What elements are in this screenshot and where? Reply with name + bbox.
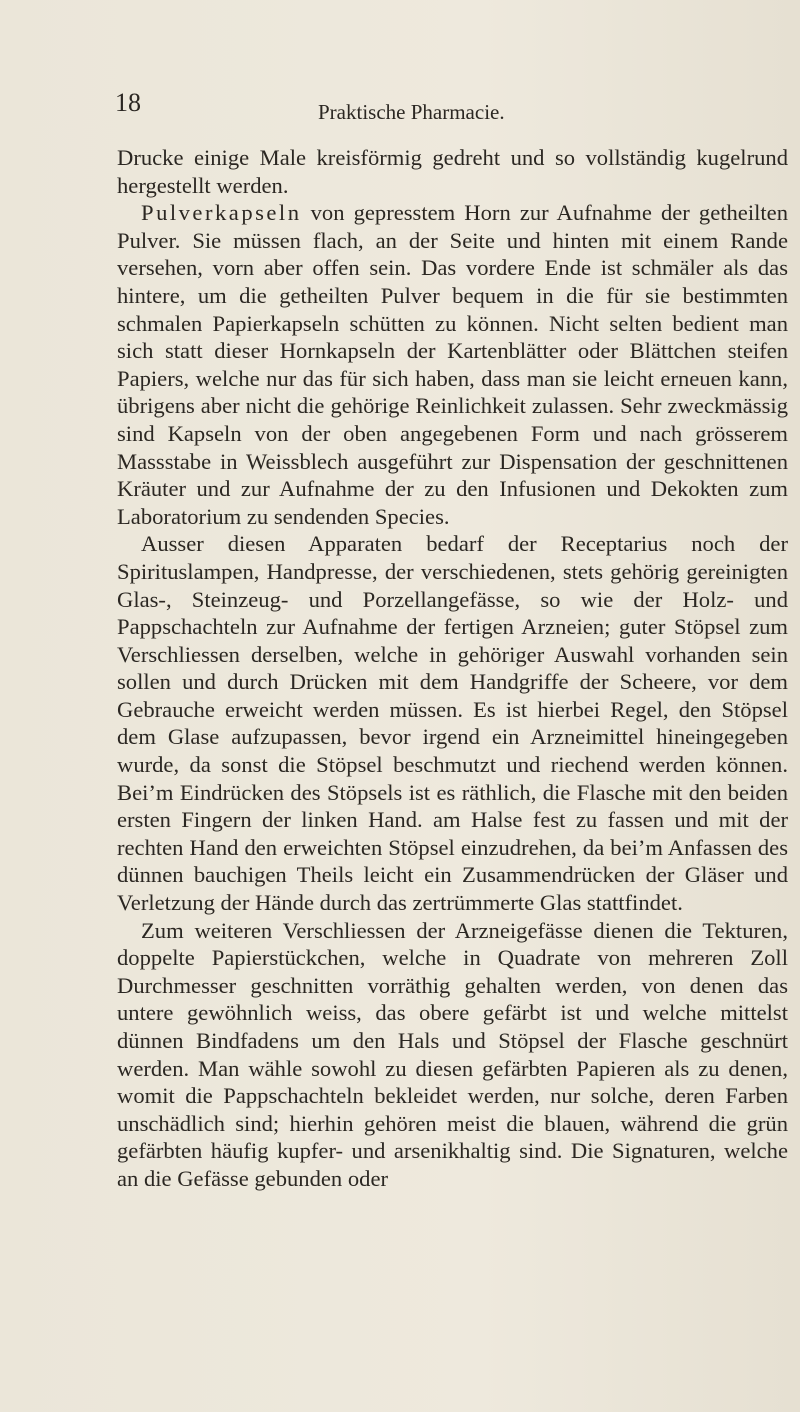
- page-number: 18: [115, 88, 141, 117]
- paragraph-4: [117, 917, 788, 1193]
- paragraph-2-lead: Pulverkapseln: [141, 200, 302, 226]
- paragraph-3-text: Ausser diesen Apparaten bedarf der Receptarius noch der Spirituslampen, Handpresse, der verschiedenen, stets gehörig gereinigten Glas-, Steinzeug- und Porzellangefässe, so wie der Holz- und Pappschachteln zur Aufnahme der fertigen Arzneien; guter Stöpsel zum Verschliessen derselben, welche in gehöriger Auswahl vorhanden sein sollen und durch Drücken mit dem Handgriffe der Scheere, vor dem Gebrauche erweicht werden müssen. Es ist hierbei Regel, den Stöpsel dem Glase aufzupassen, bevor irgend ein Arzneimittel hineingegeben wurde, da sonst die Stöpsel beschmutzt und riechend werden können. Bei’m Eindrücken des Stöpsels ist es räthlich, die Flasche mit den beiden ersten Fingern der linken Hand. am Halse fest zu fassen und mit der rechten Hand den erweichten Stöpsel einzudrehen, da bei’m Anfassen des dünnen bauchigen Theils leicht ein Zusammendrücken der Gläser und Verletzung der Hände durch das zertrümmerte Glas stattfindet.: [117, 531, 788, 916]
- paragraph-1-text: Drucke einige Male kreisförmig gedreht und so vollständig kugelrund hergestellt werden.: [117, 145, 788, 198]
- paragraph-2: [117, 199, 788, 530]
- paragraph-1: [117, 144, 788, 199]
- paragraph-3: [117, 530, 788, 916]
- body-text: [117, 144, 788, 1193]
- paragraph-2-text: von gepresstem Horn zur Aufnahme der getheilten Pulver. Sie müssen flach, an der Seite und hinten mit einem Rande versehen, vorn aber offen sein. Das vordere Ende ist schmäler als das hintere, um die getheilten Pulver bequem in die für sie bestimmten schmalen Papierkapseln schütten zu können. Nicht selten bedient man sich statt dieser Hornkapseln der Kartenblätter oder Blättchen steifen Papiers, welche nur das für sich haben, dass man sie leicht erneuen kann, übrigens aber nicht die gehörige Reinlichkeit zulassen. Sehr zweckmässig sind Kapseln von der oben angegebenen Form und nach grösserem Massstabe in Weissblech ausgeführt zur Dispensation der geschnittenen Kräuter und zur Aufnahme der zu den Infusionen und Dekokten zum Laboratorium zu sendenden Species.: [117, 200, 788, 529]
- paragraph-4-text: Zum weiteren Verschliessen der Arzneigefässe dienen die Tekturen, doppelte Papierstückchen, welche in Quadrate von mehreren Zoll Durchmesser geschnitten vorräthig gehalten werden, von denen das untere gewöhnlich weiss, das obere gefärbt ist und welche mittelst dünnen Bindfadens um den Hals und Stöpsel der Flasche geschnürt werden. Man wähle sowohl zu diesen gefärbten Papieren als zu denen, womit die Pappschachteln bekleidet werden, nur solche, deren Farben unschädlich sind; hierhin gehören meist die blauen, während die grün gefärbten häufig kupfer- und arsenikhaltig sind. Die Signaturen, welche an die Gefässe gebunden oder: [117, 917, 788, 1191]
- running-head: Praktische Pharmacie.: [318, 100, 505, 124]
